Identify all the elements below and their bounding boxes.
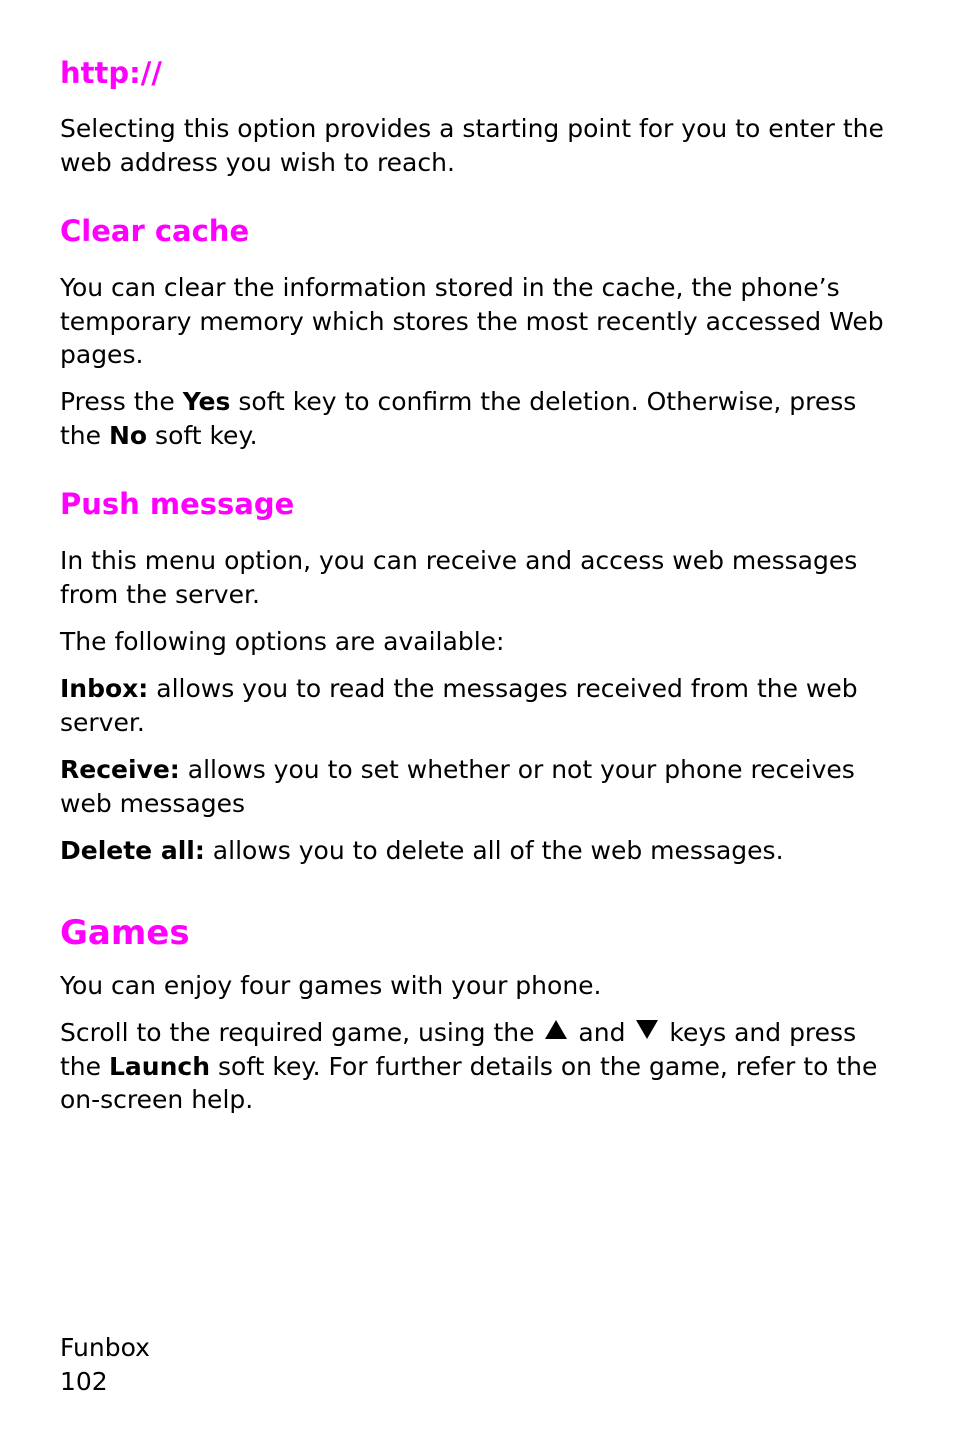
text-run: Press the — [60, 387, 183, 416]
launch-key-label: Launch — [108, 1051, 210, 1081]
yes-key-label: Yes — [182, 387, 231, 416]
down-arrow-icon — [636, 1020, 658, 1039]
heading-push-message: Push message — [60, 487, 295, 521]
text-run: soft key. For further details on the game, refer to the on-screen help. — [60, 1051, 878, 1114]
heading-http: http:// — [60, 56, 162, 90]
option-delete-all — [60, 834, 890, 868]
heading-games: Games — [60, 913, 190, 953]
games-instructions-paragraph — [60, 1016, 890, 1117]
delete-all-description: allows you to delete all of the web messages. — [204, 836, 784, 865]
clear-cache-paragraph: You can clear the information stored in the cache, the phone’s temporary memory which stores the most recently accessed Web pages. — [60, 273, 884, 369]
receive-term: Receive: — [60, 755, 180, 784]
text-run: soft key. — [147, 420, 258, 450]
text-run: soft key to confirm the deletion. Otherwise, press the — [60, 387, 857, 450]
delete-all-term: Delete all: — [60, 836, 205, 865]
up-arrow-icon — [545, 1020, 567, 1039]
push-message-options-intro: The following options are available: — [60, 627, 505, 656]
text-run: keys and press the — [60, 1018, 857, 1081]
option-receive — [60, 753, 890, 820]
footer-page-number: 102 — [60, 1367, 108, 1396]
games-paragraph: You can enjoy four games with your phone. — [60, 971, 602, 1000]
push-message-paragraph: In this menu option, you can receive and access web messages from the server. — [60, 546, 858, 609]
clear-cache-confirm-paragraph — [60, 385, 890, 452]
text-run: and — [570, 1018, 634, 1047]
text-run: Scroll to the required game, using the — [60, 1018, 543, 1047]
option-inbox — [60, 672, 890, 739]
no-key-label: No — [108, 420, 148, 450]
heading-clear-cache: Clear cache — [60, 214, 250, 248]
receive-description: allows you to set whether or not your phone receives web messages — [60, 755, 855, 818]
footer-section-name: Funbox — [60, 1333, 150, 1362]
inbox-term: Inbox: — [60, 674, 149, 703]
inbox-description: allows you to read the messages received from the web server. — [60, 674, 858, 737]
http-paragraph: Selecting this option provides a starting point for you to enter the web address you wish to reach. — [60, 114, 884, 177]
